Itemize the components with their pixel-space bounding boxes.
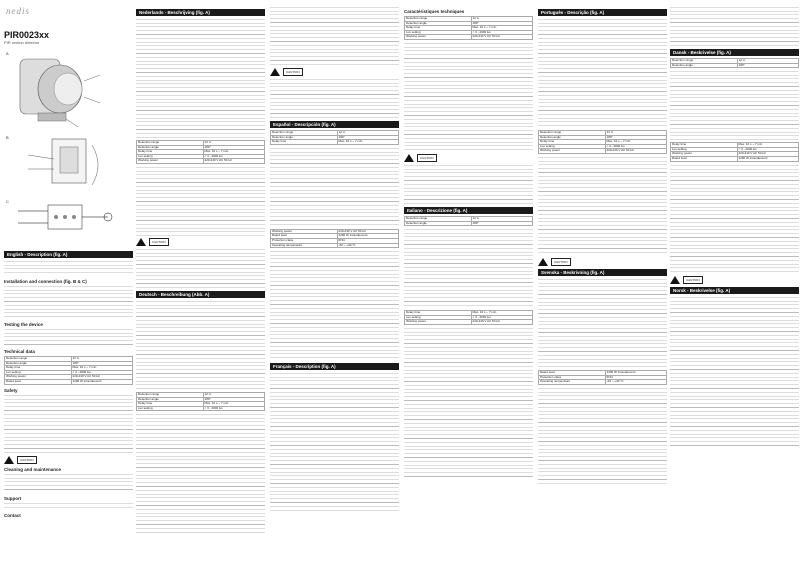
spec-label: Detection range <box>271 131 338 136</box>
warning-block-de <box>270 68 399 76</box>
spec-value: 220-240 V AC 50 Hz <box>337 229 398 234</box>
spec-label: Detection angle <box>539 135 606 140</box>
spec-label: Detection angle <box>137 397 204 402</box>
dansk-text <box>670 70 799 140</box>
spec-label: Lux setting <box>539 144 606 149</box>
norsk-text <box>670 296 799 446</box>
spec-value: 1200 W incandescent <box>605 370 666 375</box>
technical-table-pt <box>538 130 667 154</box>
spec-label: Protection class <box>539 375 606 380</box>
spec-value: -20 ~ +40 °C <box>605 380 666 385</box>
spec-label: Detection angle <box>5 361 72 366</box>
spec-label: Lux setting <box>405 315 472 320</box>
spec-label: Working power <box>405 320 472 325</box>
warning-block-da <box>670 276 799 284</box>
deutsch-maintenance-text <box>270 78 399 118</box>
table-row <box>405 35 533 40</box>
technical-table-it <box>404 310 533 325</box>
figure-a <box>8 51 133 131</box>
section-header-dansk: Dansk - Beskrivelse (fig. A) <box>670 49 799 56</box>
section-header-dutch: Nederlands - Beschrijving (fig. A) <box>136 9 265 16</box>
spec-label: Lux setting <box>405 30 472 35</box>
francais-maintenance-text <box>404 164 533 204</box>
spec-value: 12 m <box>471 17 532 22</box>
spec-label: Rated load <box>539 370 606 375</box>
spec-value: 180° <box>203 145 264 150</box>
spec-value: 220-240 V AC 50 Hz <box>605 149 666 154</box>
column-1 <box>4 6 133 563</box>
spec-value: < 3 - 2000 lux <box>203 406 264 411</box>
heading-technical: Technical data <box>4 349 35 354</box>
spec-label: Rated load <box>271 234 338 239</box>
figure-b <box>8 135 133 195</box>
spec-label: Detection range <box>405 216 472 221</box>
column-6 <box>670 6 799 563</box>
warning-triangle-icon <box>136 238 146 246</box>
safety-text <box>4 394 133 454</box>
column-5 <box>538 6 667 563</box>
warning-block-pt <box>538 258 667 266</box>
spec-label: Delay time <box>405 26 472 31</box>
spec-value: 1200 W incandescent <box>71 379 132 384</box>
spec-value: < 3 - 2000 lux <box>605 144 666 149</box>
description-table-da <box>670 58 799 68</box>
spec-value: 180° <box>471 221 532 226</box>
technical-table-fr <box>404 16 533 40</box>
espanol-safety-text <box>270 250 399 360</box>
spec-label: Protection class <box>271 238 338 243</box>
warning-label: CAUTION <box>683 276 703 284</box>
figure-b-label: B <box>6 135 9 140</box>
section-header-english: English - Description (fig. A) <box>4 251 133 258</box>
deutsch-continued-text <box>270 6 399 66</box>
spec-label: Working power <box>671 152 738 157</box>
spec-value: < 3 - 2000 lux <box>737 147 798 152</box>
product-subtitle: PIR motion detector <box>4 40 40 45</box>
deutsch-text <box>136 300 265 390</box>
spec-value: Max. 10 s ~ 7 min <box>605 140 666 145</box>
section-header-deutsch: Deutsch - Beschreibung (Abb. A) <box>136 291 265 298</box>
spec-value: Max. 10 s ~ 7 min <box>471 26 532 31</box>
warning-block-en <box>4 456 133 464</box>
spec-value: 220-240 V AC 50 Hz <box>471 320 532 325</box>
table-row <box>405 221 533 226</box>
spec-label: Detection range <box>137 392 204 397</box>
italiano-safety-text <box>404 327 533 477</box>
spec-value: 180° <box>203 397 264 402</box>
spec-label: Delay time <box>405 311 472 316</box>
spec-label: Detection range <box>671 59 738 64</box>
spec-label: Operating temperature <box>271 243 338 248</box>
spec-label: Working power <box>271 229 338 234</box>
espanol-text <box>270 147 399 227</box>
spec-label: Detection range <box>539 131 606 136</box>
spec-value: 12 m <box>203 392 264 397</box>
table-row <box>405 320 533 325</box>
table-row <box>539 149 667 154</box>
deutsch-safety-text <box>136 413 265 533</box>
heading-caracteristiques: Caractéristiques techniques <box>404 9 465 14</box>
warning-label: CAUTION <box>17 456 37 464</box>
figure-c-label: C <box>6 199 9 204</box>
spec-value: Max. 10 s ~ 7 min <box>203 402 264 407</box>
column-3 <box>270 6 399 563</box>
product-code: PIR0023xx <box>4 30 50 40</box>
spec-label: Delay time <box>271 140 338 145</box>
heading-support: Support <box>4 495 22 501</box>
suomi-continued-text <box>670 6 799 46</box>
spec-value: -20 ~ +40 °C <box>337 243 398 248</box>
spec-label: Detection range <box>5 357 72 362</box>
figure-a-label: A <box>6 51 9 56</box>
spec-label: Delay time <box>671 143 738 148</box>
warning-triangle-icon <box>404 154 414 162</box>
warning-block-nl <box>136 238 265 246</box>
heading-installation: Installation and connection (fig. B & C) <box>4 279 87 284</box>
column-4 <box>404 6 533 563</box>
dutch-maintenance-text <box>136 248 265 288</box>
spec-value: 180° <box>737 63 798 68</box>
dutch-safety-text <box>136 166 265 236</box>
spec-value: 180° <box>471 21 532 26</box>
support-text <box>4 502 133 510</box>
spec-label: Rated load <box>671 156 738 161</box>
spec-label: Detection angle <box>405 221 472 226</box>
spec-label: Detection range <box>405 17 472 22</box>
heading-cleaning: Cleaning and maintenance <box>4 466 62 472</box>
technical-table-nl <box>136 140 265 164</box>
table-row <box>271 243 399 248</box>
spec-value: 1200 W incandescent <box>737 156 798 161</box>
warning-label: CAUTION <box>551 258 571 266</box>
technical-table-de <box>136 392 265 411</box>
spec-value: 180° <box>71 361 132 366</box>
section-header-francais: Français - Description (fig. A) <box>270 363 399 370</box>
svenska-safety-text <box>538 387 667 487</box>
spec-label: Delay time <box>5 366 72 371</box>
svenska-text <box>538 278 667 368</box>
spec-value: Max. 10 s ~ 7 min <box>471 311 532 316</box>
spec-label: Working power <box>405 35 472 40</box>
spec-value: 180° <box>605 135 666 140</box>
spec-label: Lux setting <box>137 154 204 159</box>
spec-value: Max. 10 s ~ 7 min <box>203 150 264 155</box>
spec-value: < 3 - 2000 lux <box>471 315 532 320</box>
spec-value: 12 m <box>471 216 532 221</box>
technical-table-sv <box>538 370 667 385</box>
testing-text <box>4 328 133 346</box>
table-row <box>671 63 799 68</box>
warning-label: CAUTION <box>417 154 437 162</box>
spec-label: Delay time <box>539 140 606 145</box>
spec-value: 12 m <box>605 131 666 136</box>
spec-label: Detection range <box>137 141 204 146</box>
warning-triangle-icon <box>670 276 680 284</box>
spec-label: Delay time <box>137 402 204 407</box>
spec-label: Lux setting <box>5 370 72 375</box>
warning-label: CAUTION <box>283 68 303 76</box>
dutch-text <box>136 18 265 138</box>
english-description-text <box>4 260 133 276</box>
spec-label: Lux setting <box>671 147 738 152</box>
heading-testing: Testing the device <box>4 322 43 327</box>
spec-value: IP44 <box>337 238 398 243</box>
spec-label: Detection angle <box>137 145 204 150</box>
spec-label: Operating temperature <box>539 380 606 385</box>
motion-detector-illustration <box>8 51 118 131</box>
spec-value: < 3 - 2000 lux <box>471 30 532 35</box>
warning-triangle-icon <box>270 68 280 76</box>
section-header-italiano: Italiano - Descrizione (fig. A) <box>404 207 533 214</box>
francais-text <box>270 372 399 512</box>
warning-triangle-icon <box>538 258 548 266</box>
portugues-safety-text <box>538 156 667 256</box>
spec-value: 220-240 V AC 50 Hz <box>203 159 264 164</box>
spec-value: 1200 W incandescent <box>337 234 398 239</box>
spec-label: Delay time <box>137 150 204 155</box>
portugues-text <box>538 18 667 128</box>
description-table-it <box>404 216 533 226</box>
spec-value: Max. 10 s ~ 7 min <box>337 140 398 145</box>
brand-logo: nedis <box>6 6 30 16</box>
warning-triangle-icon <box>4 456 14 464</box>
spec-label: Working power <box>5 375 72 380</box>
spec-value: Max. 10 s ~ 7 min <box>71 366 132 371</box>
spec-value: 220-240 V AC 50 Hz <box>71 375 132 380</box>
technical-table-en <box>4 356 133 385</box>
section-header-portugues: Português - Descrição (fig. A) <box>538 9 667 16</box>
heading-contact: Contact <box>4 512 21 518</box>
technical-table-da <box>670 142 799 161</box>
spec-value: 12 m <box>203 141 264 146</box>
technical-table-es <box>270 229 399 248</box>
dansk-safety-text <box>670 164 799 274</box>
column-2 <box>136 6 265 563</box>
section-header-norsk: Norsk - Beskrivelse (fig. A) <box>670 287 799 294</box>
installation-illustration <box>8 135 118 195</box>
figure-c <box>8 199 133 247</box>
table-row <box>137 159 265 164</box>
section-header-espanol: Español - Descripción (fig. A) <box>270 121 399 128</box>
table-row <box>5 379 133 384</box>
spec-value: Max. 10 s ~ 7 min <box>737 143 798 148</box>
francais-safety-text <box>404 42 533 152</box>
spec-value: 180° <box>337 135 398 140</box>
spec-value: < 3 - 2000 lux <box>71 370 132 375</box>
spec-label: Detection angle <box>405 21 472 26</box>
table-row <box>671 156 799 161</box>
cleaning-text <box>4 473 133 493</box>
table-row <box>271 140 399 145</box>
spec-label: Working power <box>539 149 606 154</box>
italiano-text <box>404 228 533 308</box>
table-row <box>137 406 265 411</box>
warning-label: CAUTION <box>149 238 169 246</box>
spec-label: Working power <box>137 159 204 164</box>
spec-label: Detection angle <box>271 135 338 140</box>
installation-text <box>4 285 133 319</box>
spec-value: IP44 <box>605 375 666 380</box>
spec-value: 12 m <box>71 357 132 362</box>
spec-label: Detection angle <box>671 63 738 68</box>
spec-value: 220-240 V AC 50 Hz <box>737 152 798 157</box>
spec-value: 220-240 V AC 50 Hz <box>471 35 532 40</box>
spec-label: Rated load <box>5 379 72 384</box>
table-row <box>539 380 667 385</box>
section-header-svenska: Svenska - Beskrivning (fig. A) <box>538 269 667 276</box>
spec-label: Lux setting <box>137 406 204 411</box>
spec-value: 12 m <box>737 59 798 64</box>
heading-safety: Safety <box>4 387 18 393</box>
spec-value: 12 m <box>337 131 398 136</box>
wiring-diagram <box>8 199 118 247</box>
warning-block-fr <box>404 154 533 162</box>
description-table-es <box>270 130 399 145</box>
spec-value: < 3 - 2000 lux <box>203 154 264 159</box>
